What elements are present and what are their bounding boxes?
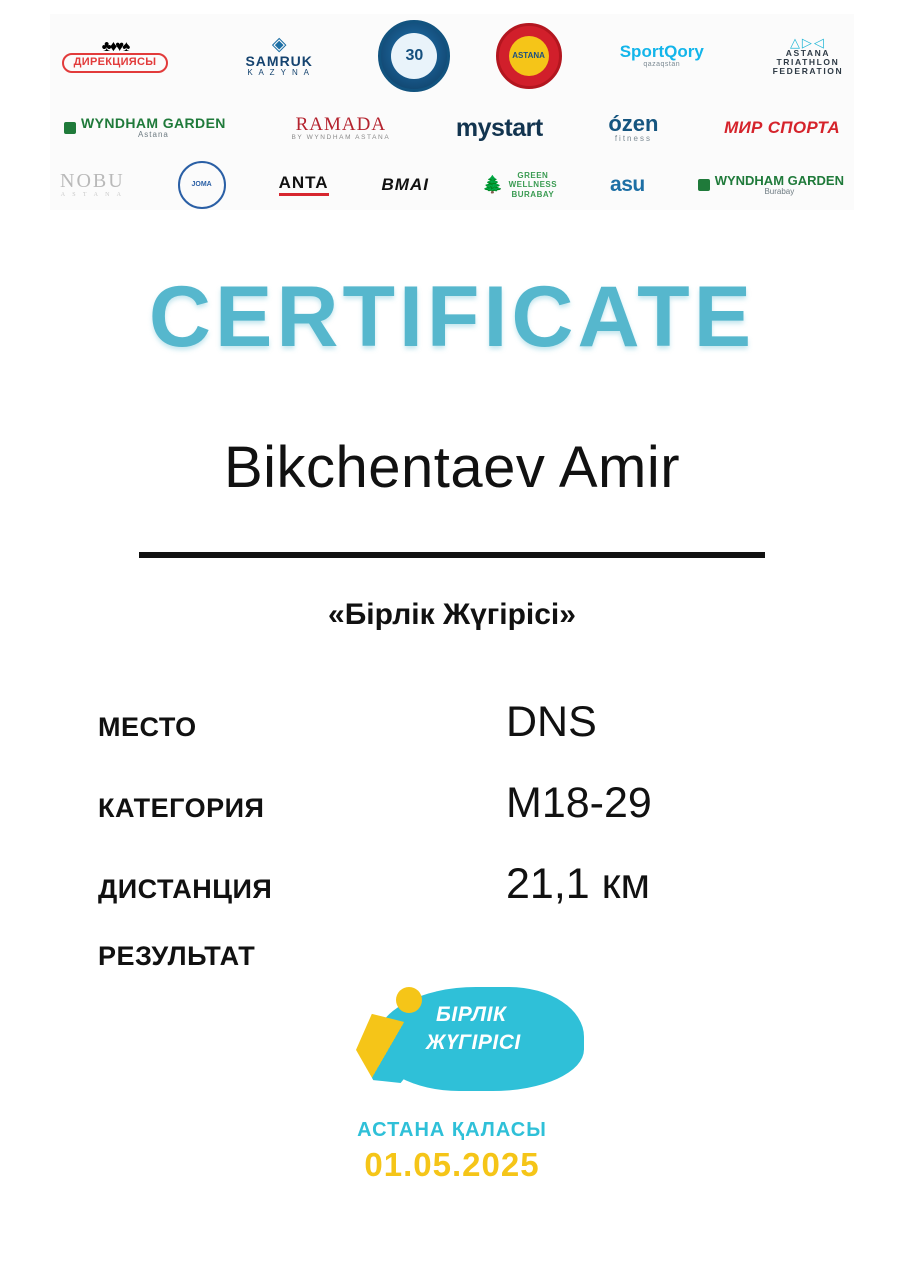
- event-logo-word-1: БІРЛІК: [436, 1003, 507, 1026]
- results-table: [98, 698, 738, 1022]
- wyndham-astana-title: WYNDHAM GARDEN: [81, 115, 226, 132]
- sponsor-logo-nobu: [60, 171, 125, 198]
- certificate-title: CERTIFICATE: [148, 269, 756, 365]
- sponsor-logo-ozen-fitness: [608, 112, 658, 143]
- green-wellness-line-3: BURABAY: [511, 189, 555, 199]
- result-label-result: РЕЗУЛЬТАТ: [98, 941, 256, 971]
- kazakhstan-30-emblem-icon: [378, 20, 450, 92]
- table-row: [98, 860, 738, 941]
- sponsor-row-1: [50, 14, 854, 98]
- samruk-title: SAMRUK: [245, 52, 313, 69]
- title-divider: [139, 552, 765, 558]
- sponsor-logo-kazakhstan-30: [378, 20, 450, 92]
- event-name: «Бірлік Жүгірісі»: [328, 598, 576, 631]
- atf-line-1: ASTANA: [785, 48, 831, 59]
- runner-body-icon: [356, 1011, 428, 1083]
- samruk-mark-icon: ◈: [271, 33, 287, 55]
- kazakhstan-30-inner-label: 30: [391, 33, 437, 79]
- event-logo-mark: [318, 985, 586, 1103]
- table-row: [98, 698, 738, 779]
- sponsor-logo-ramada: [291, 115, 390, 142]
- ramada-title: RAMADA: [295, 113, 387, 135]
- sponsor-row-3: [50, 160, 854, 210]
- samruk-subtitle: K A Z Y N A: [247, 67, 311, 77]
- sponsor-logo-green-wellness-burabay: [482, 171, 557, 199]
- sponsor-logo-wyndham-garden-astana: [64, 116, 226, 139]
- astana-emblem-inner-label: ASTANA: [509, 36, 549, 76]
- result-value-category: M18-29: [506, 779, 652, 827]
- atf-line-2: TRIATHLON: [776, 57, 840, 68]
- sponsor-logo-joma: JOMA: [178, 161, 226, 209]
- runner-icon: [348, 985, 438, 1097]
- sponsor-logo-astana-emblem: [496, 23, 562, 89]
- sponsor-logo-sport-qory: [607, 43, 717, 68]
- sponsor-logo-band: [50, 14, 854, 210]
- table-row: [98, 779, 738, 860]
- ramada-subtitle: BY WYNDHAM ASTANA: [291, 133, 391, 141]
- green-wellness-line-2: WELLNESS: [508, 180, 558, 190]
- wyndham-square-icon: [64, 122, 76, 134]
- event-city: АСТАНА ҚАЛАСЫ: [357, 1119, 547, 1141]
- event-logo: [318, 985, 586, 1220]
- athlete-name: Bikchentaev Amir: [223, 435, 681, 500]
- anta-title: ANTA: [278, 173, 329, 193]
- green-wellness-line-1: GREEN: [517, 171, 549, 181]
- sponsor-logo-samruk-kazyna: [225, 35, 333, 77]
- event-logo-word-2: ЖҮГІРІСІ: [426, 1031, 521, 1054]
- nobu-subtitle: A S T A N A: [60, 192, 124, 199]
- sport-qory-subtitle: qazaqstan: [643, 61, 681, 69]
- sponsor-logo-wyndham-garden-burabay: [698, 174, 844, 196]
- wyndham-burabay-square-icon: [698, 179, 710, 191]
- sponsor-row-2: [50, 104, 854, 152]
- sponsor-logo-asu: asu: [610, 172, 645, 196]
- atf-line-3: FEDERATION: [772, 66, 844, 77]
- wyndham-astana-subtitle: Astana: [137, 130, 169, 140]
- direkciyasy-figures-icon: ♣♦♥♠: [101, 37, 129, 55]
- result-label-category: КАТЕГОРИЯ: [98, 793, 265, 823]
- triathlon-triangles-icon: △▷◁: [789, 34, 826, 50]
- result-value-distance: 21,1 км: [506, 860, 651, 908]
- sponsor-logo-mir-sporta: МИР СПОРТА: [724, 118, 840, 138]
- nobu-title: NOBU: [60, 170, 125, 193]
- sponsor-logo-bmai: BMAI: [381, 175, 429, 195]
- result-label-place: МЕСТО: [98, 712, 197, 742]
- sponsor-logo-anta: [279, 174, 329, 196]
- ozen-subtitle: fitness: [614, 134, 652, 144]
- result-value-place: DNS: [506, 698, 597, 746]
- result-label-distance: ДИСТАНЦИЯ: [98, 874, 273, 904]
- astana-emblem-icon: [496, 23, 562, 89]
- runner-head-icon: [396, 987, 422, 1013]
- sponsor-logo-direkciyasy: [50, 39, 180, 73]
- ozen-title: ózen: [608, 111, 659, 137]
- tree-icon: 🌲: [481, 175, 504, 195]
- wyndham-burabay-subtitle: Burabay: [764, 186, 795, 196]
- sponsor-logo-astana-triathlon-federation: [762, 36, 854, 76]
- direkciyasy-label: ДИРЕКЦИЯСЫ: [62, 53, 169, 74]
- wyndham-burabay-title: WYNDHAM GARDEN: [714, 172, 844, 188]
- sponsor-logo-mystart: mystart: [455, 113, 543, 142]
- event-date: 01.05.2025: [364, 1146, 540, 1183]
- sport-qory-title: SportQory: [619, 42, 704, 62]
- anta-underline-icon: [279, 193, 329, 196]
